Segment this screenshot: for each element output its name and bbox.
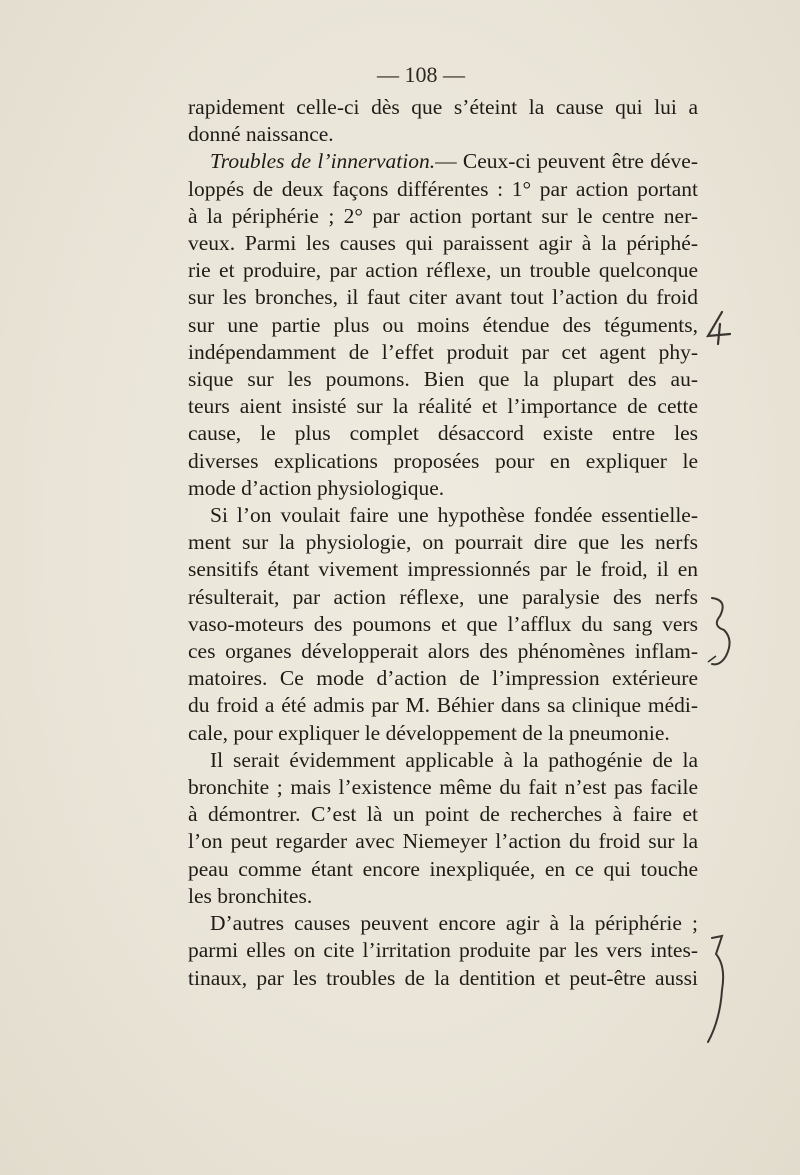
- text-line: [188, 475, 698, 502]
- text-line: [188, 556, 698, 583]
- text-line-content: ment sur la physiologie, on pourrait dire que les nerfs: [188, 530, 698, 555]
- text-line-content: diverses explications proposées pour en expliquer le: [188, 448, 698, 473]
- text-line-content: du froid a été admis par M. Béhier dans sa clinique médi-: [188, 693, 698, 718]
- margin-mark-4-icon: [700, 308, 740, 348]
- text-line-content: l’on peut regarder avec Niemeyer l’action du froid sur la: [188, 829, 698, 854]
- text-line: [188, 502, 698, 529]
- margin-mark-bracket-icon: [700, 930, 740, 1050]
- text-line: [188, 203, 698, 230]
- text-line-content: loppés de deux façons différentes : 1° par action portant: [188, 176, 698, 201]
- page-number: — 108 —: [377, 62, 465, 87]
- text-line-content: sur les bronches, il faut citer avant tout l’action du froid: [188, 285, 698, 310]
- text-line: [188, 393, 698, 420]
- text-line-content: matoires. Ce mode d’action de l’impression extérieure: [188, 666, 698, 691]
- text-line: [188, 828, 698, 855]
- text-line-content: rapidement celle-ci dès que s’éteint la cause qui lui a: [188, 95, 698, 119]
- text-line: [188, 257, 698, 284]
- text-line: [188, 529, 698, 556]
- text-line-content: parmi elles on cite l’irritation produite par les vers intes-: [188, 938, 698, 963]
- text-line-content: vaso-moteurs des poumons et que l’afflux du sang vers: [188, 611, 698, 636]
- text-line: [188, 774, 698, 801]
- text-line: [188, 339, 698, 366]
- section-heading: Troubles de l’innervation.: [210, 149, 436, 174]
- text-line: [188, 692, 698, 719]
- text-line: [188, 121, 698, 148]
- text-line: [188, 448, 698, 475]
- text-line: [188, 420, 698, 447]
- text-line: [188, 148, 698, 175]
- text-line-content: veux. Parmi les causes qui paraissent agir à la périphé-: [188, 231, 698, 256]
- text-line: [188, 366, 698, 393]
- text-line: [188, 94, 698, 121]
- text-line-content: peau comme étant encore inexpliquée, en ce qui touche: [188, 856, 698, 881]
- text-line: [188, 883, 698, 910]
- text-line-content: rie et produire, par action réflexe, un trouble quelconque: [188, 258, 698, 283]
- text-line-content: ces organes développerait alors des phénomènes inflam-: [188, 639, 698, 664]
- text-line: [188, 611, 698, 638]
- margin-mark-3-icon: [702, 590, 742, 680]
- text-line-content: mode d’action physiologique.: [188, 475, 445, 500]
- body-text: [188, 94, 698, 992]
- text-line-content: D’autres causes peuvent encore agir à la périphérie ;: [210, 911, 698, 936]
- text-line-content: résulterait, par action réflexe, une paralysie des nerfs: [188, 584, 698, 609]
- text-line-content: teurs aient insisté sur la réalité et l’importance de cette: [188, 394, 698, 419]
- text-line: [188, 856, 698, 883]
- text-line: [188, 638, 698, 665]
- text-line: [188, 284, 698, 311]
- text-line-content: — Ceux-ci peuvent être déve-: [435, 149, 698, 174]
- text-line: [188, 937, 698, 964]
- text-line: [188, 910, 698, 937]
- text-line: [188, 176, 698, 203]
- text-line-content: à démontrer. C’est là un point de recherches à faire et: [188, 802, 698, 827]
- text-line: [188, 230, 698, 257]
- text-line-content: à la périphérie ; 2° par action portant sur le centre ner-: [188, 203, 698, 228]
- text-line: [188, 801, 698, 828]
- text-line-content: sensitifs étant vivement impressionnés par le froid, il en: [188, 557, 698, 582]
- text-line-content: tinaux, par les troubles de la dentition et peut-être aussi: [188, 965, 698, 990]
- text-line-content: indépendamment de l’effet produit par cet agent phy-: [188, 339, 698, 364]
- text-line-content: sur une partie plus ou moins étendue des téguments,: [188, 312, 698, 337]
- text-line: [188, 720, 698, 747]
- text-line: [188, 747, 698, 774]
- text-line-content: Il serait évidemment applicable à la pathogénie de la: [210, 747, 698, 772]
- text-line: [188, 665, 698, 692]
- text-line-content: cause, le plus complet désaccord existe entre les: [188, 421, 698, 446]
- text-line: [188, 965, 698, 992]
- text-line: [188, 312, 698, 339]
- text-line: [188, 584, 698, 611]
- text-line-content: bronchite ; mais l’existence même du fait n’est pas facile: [188, 775, 698, 800]
- text-line-content: les bronchites.: [188, 883, 313, 908]
- text-line-content: donné naissance.: [188, 122, 334, 147]
- text-line-content: cale, pour expliquer le développement de la pneumonie.: [188, 720, 670, 745]
- text-line-content: sique sur les poumons. Bien que la plupart des au-: [188, 367, 698, 392]
- text-line-content: Si l’on voulait faire une hypothèse fondée essentielle-: [210, 503, 698, 528]
